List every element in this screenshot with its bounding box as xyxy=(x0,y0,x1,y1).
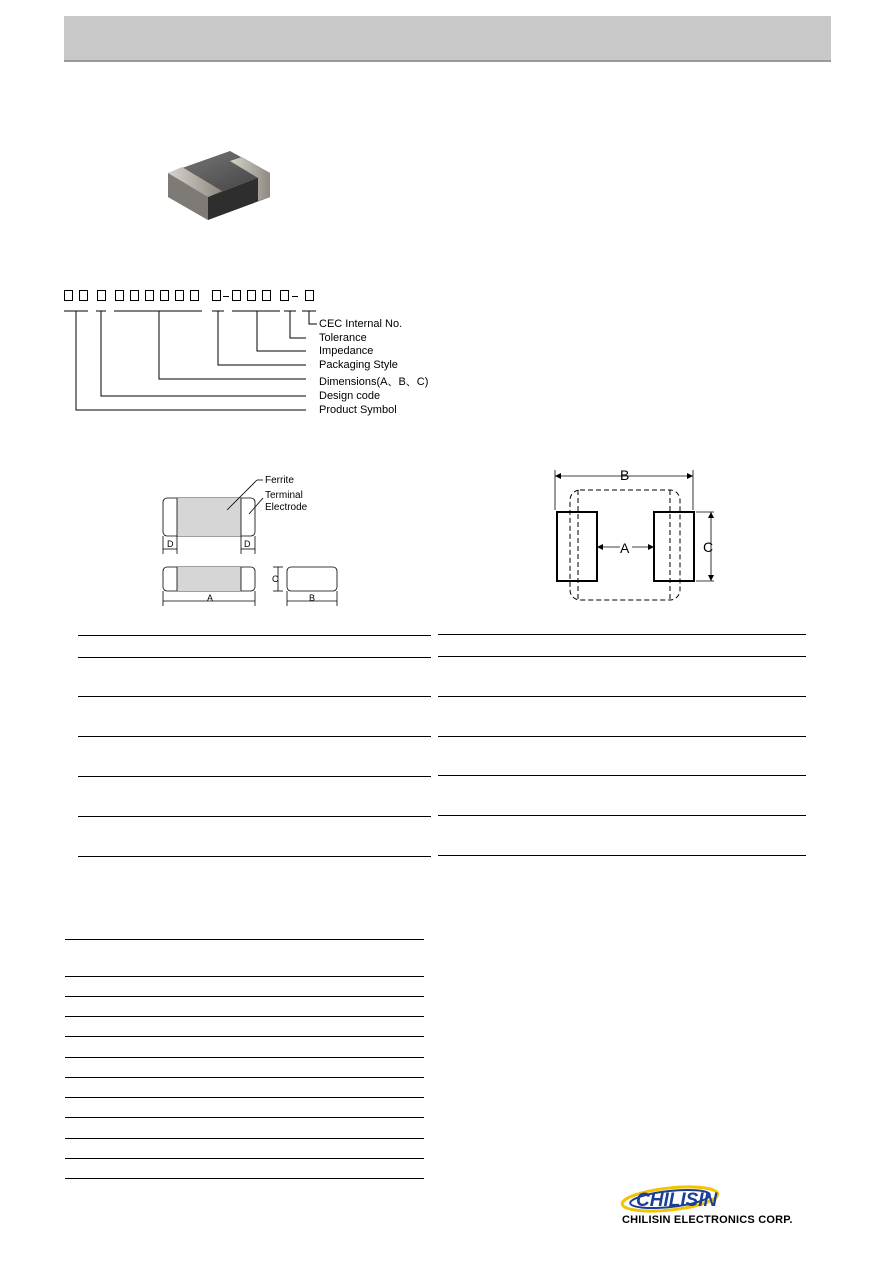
company-logo xyxy=(618,1180,743,1216)
table-rule xyxy=(65,1077,424,1078)
table-rule xyxy=(438,696,806,697)
d-right-label: D xyxy=(244,539,251,549)
electrode-label: Electrode xyxy=(265,502,308,513)
d-left-label: D xyxy=(167,539,174,549)
table-rule xyxy=(65,996,424,997)
legend-tolerance: Tolerance xyxy=(319,332,367,344)
table-rule xyxy=(438,736,806,737)
table-rule xyxy=(65,1097,424,1098)
table-rule xyxy=(65,976,424,977)
table-rule xyxy=(78,736,431,737)
legend-impedance: Impedance xyxy=(319,345,374,357)
table-rule xyxy=(65,1016,424,1017)
table-rule xyxy=(78,776,431,777)
company-name: CHILISIN ELECTRONICS CORP. xyxy=(622,1214,793,1226)
land-c-label: C xyxy=(703,539,714,555)
legend-product-symbol: Product Symbol xyxy=(319,404,397,416)
ferrite-label: Ferrite xyxy=(265,475,294,486)
table-rule xyxy=(65,1117,424,1118)
legend-packaging-style: Packaging Style xyxy=(319,359,398,371)
table-rule xyxy=(65,1036,424,1037)
table-rule xyxy=(438,634,806,635)
table-rule xyxy=(438,855,806,856)
table-rule xyxy=(78,696,431,697)
part-number-leaders xyxy=(0,0,893,430)
table-rule xyxy=(78,816,431,817)
table-rule xyxy=(65,1178,424,1179)
structure-diagram xyxy=(155,470,345,610)
c-label: C xyxy=(272,574,279,584)
land-pattern-diagram xyxy=(548,462,723,607)
terminal-label: Terminal xyxy=(265,490,303,501)
legend-dimensions: Dimensions(A、B、C) xyxy=(319,376,429,388)
table-rule xyxy=(65,1138,424,1139)
logo-text: CHILISIN xyxy=(636,1190,718,1211)
table-rule xyxy=(78,657,431,658)
table-rule xyxy=(438,775,806,776)
table-rule xyxy=(78,635,431,636)
table-rule xyxy=(438,656,806,657)
legend-cec-internal-no: CEC Internal No. xyxy=(319,318,403,330)
table-rule xyxy=(65,1158,424,1159)
table-rule xyxy=(78,856,431,857)
land-b-label: B xyxy=(620,467,630,483)
legend-design-code: Design code xyxy=(319,390,381,402)
table-rule xyxy=(65,939,424,940)
b-label: B xyxy=(309,593,316,603)
a-label: A xyxy=(207,593,214,603)
table-rule xyxy=(438,815,806,816)
land-a-label: A xyxy=(620,540,630,556)
table-rule xyxy=(65,1057,424,1058)
